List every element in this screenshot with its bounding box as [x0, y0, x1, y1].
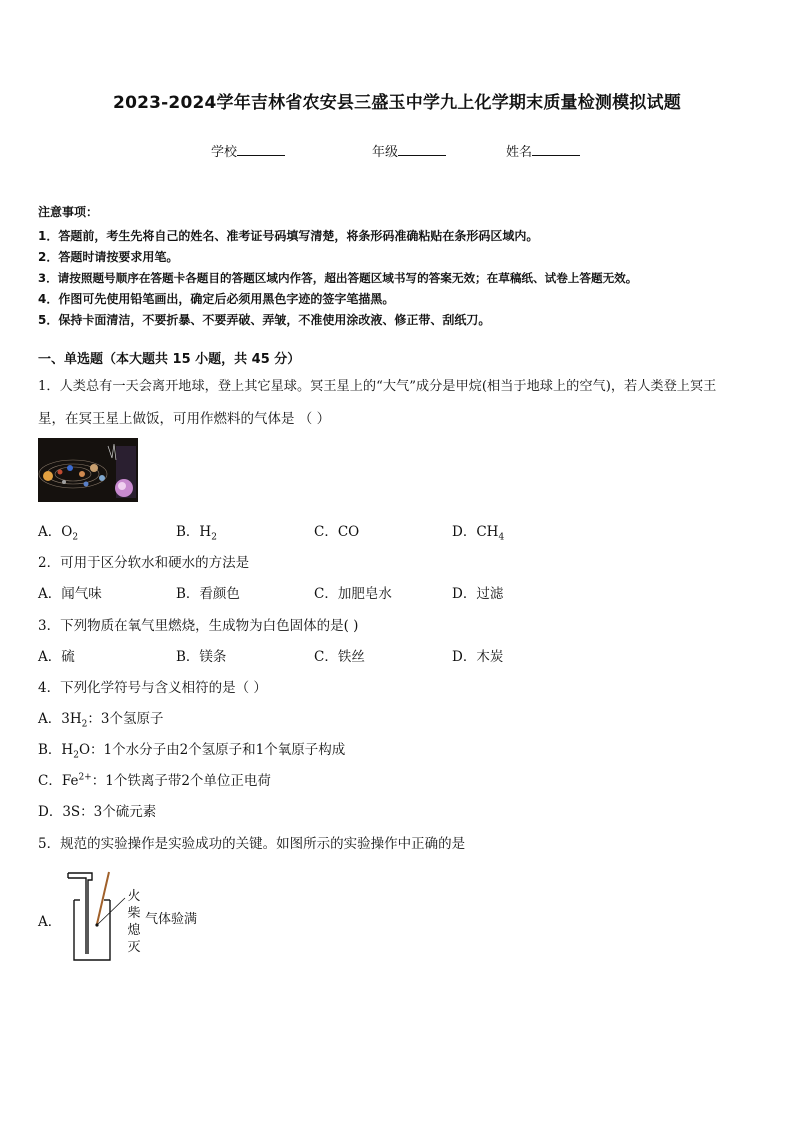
question-4-option-c	[38, 769, 271, 789]
gas-test-label: 气体验满	[145, 912, 198, 927]
subscript: 2	[81, 719, 88, 730]
subscript: 2	[73, 750, 79, 761]
notice-item: 5．保持卡面清洁，不要折暴、不要弄破、弄皱，不准使用涂改液、修正带、刮纸刀。	[38, 313, 491, 327]
school-field	[211, 141, 285, 160]
solar-system-illustration	[38, 438, 138, 502]
question-1-stem-line1: 1．人类总有一天会离开地球，登上其它星球。冥王星上的“大气”成分是甲烷(相当于地球上的空气)，若人类登上冥王	[38, 379, 717, 394]
question-5-stem: 5．规范的实验操作是实验成功的关键。如图所示的实验操作中正确的是	[38, 836, 466, 852]
question-1-option-d	[452, 520, 504, 543]
question-1-option-a	[38, 520, 78, 543]
page-title: 2023-2024学年吉林省农安县三盛玉中学九上化学期末质量检测模拟试题	[113, 93, 681, 113]
question-3-stem: 3．下列物质在氧气里燃烧，生成物为白色固体的是( )	[38, 618, 359, 634]
question-4-option-a	[38, 707, 163, 730]
option-text: C．Fe	[38, 773, 79, 789]
notice-block	[38, 203, 768, 331]
solar-system-image	[38, 438, 138, 502]
label-char: 柴	[127, 906, 141, 921]
notice-heading: 注意事项：	[38, 205, 99, 219]
question-2-stem: 2．可用于区分软水和硬水的方法是	[38, 555, 250, 571]
question-1-stem-line2: 星，在冥王星上做饭，可用作燃料的气体是 （ ）	[38, 411, 331, 427]
grade-field	[372, 141, 446, 160]
name-field	[506, 141, 580, 160]
question-2-option-b: B．看颜色	[176, 586, 240, 602]
section-heading: 一、单选题（本大题共 15 小题，共 45 分）	[38, 352, 301, 367]
grade-blank	[398, 143, 446, 156]
school-blank	[237, 143, 285, 156]
question-1-option-c: C．CO	[314, 524, 360, 540]
superscript: 2+	[78, 772, 92, 783]
question-2-option-a: A．闻气味	[38, 586, 102, 602]
option-text: ：3个氢原子	[87, 711, 164, 727]
subscript: 2	[72, 532, 79, 543]
question-4-stem: 4．下列化学符号与含义相符的是（ ）	[38, 680, 267, 696]
question-3-option-b: B．镁条	[176, 649, 227, 665]
question-4-option-b	[38, 738, 345, 761]
question-1-option-b	[176, 520, 217, 543]
option-text: O：1个水分子由2个氢原子和1个氧原子构成	[78, 742, 346, 758]
notice-item: 3．请按照题号顺序在答题卡各题目的答题区域内作答，超出答题区域书写的答案无效；在草稿纸、试卷上答题无效。	[38, 271, 638, 285]
option-text: ：1个铁离子带2个单位正电荷	[91, 773, 271, 789]
option-text: B．H	[38, 742, 74, 758]
label-char: 灭	[127, 940, 141, 955]
name-blank	[532, 143, 580, 156]
question-2-option-c: C．加肥皂水	[314, 586, 392, 602]
label-char: 火	[127, 889, 141, 904]
label-char: 熄	[127, 923, 141, 938]
grade-label: 年级	[372, 145, 399, 160]
school-label: 学校	[211, 145, 238, 160]
question-4-option-d: D．3S：3个硫元素	[38, 804, 157, 820]
subscript: 4	[498, 532, 505, 543]
question-3-option-d: D．木炭	[452, 649, 504, 665]
option-text: A．3H	[38, 711, 82, 727]
question-3-option-c: C．铁丝	[314, 649, 365, 665]
option-text: A．O	[38, 524, 73, 540]
notice-item: 1．答题前，考生先将自己的姓名、准考证号码填写清楚，将条形码准确粘贴在条形码区域内。	[38, 229, 539, 243]
match-extinguished-label	[126, 888, 142, 956]
notice-item: 4．作图可先使用铅笔画出，确定后必须用黑色字迹的签字笔描黑。	[38, 292, 395, 306]
question-5-option-a: A．	[38, 914, 62, 930]
subscript: 2	[211, 532, 217, 543]
question-2-option-d: D．过滤	[452, 586, 504, 602]
question-3-option-a: A．硫	[38, 649, 75, 665]
option-text: B．H	[176, 524, 212, 540]
notice-item: 2．答题时请按要求用笔。	[38, 250, 179, 264]
name-label: 姓名	[506, 145, 533, 160]
option-text: D．CH	[452, 524, 499, 540]
